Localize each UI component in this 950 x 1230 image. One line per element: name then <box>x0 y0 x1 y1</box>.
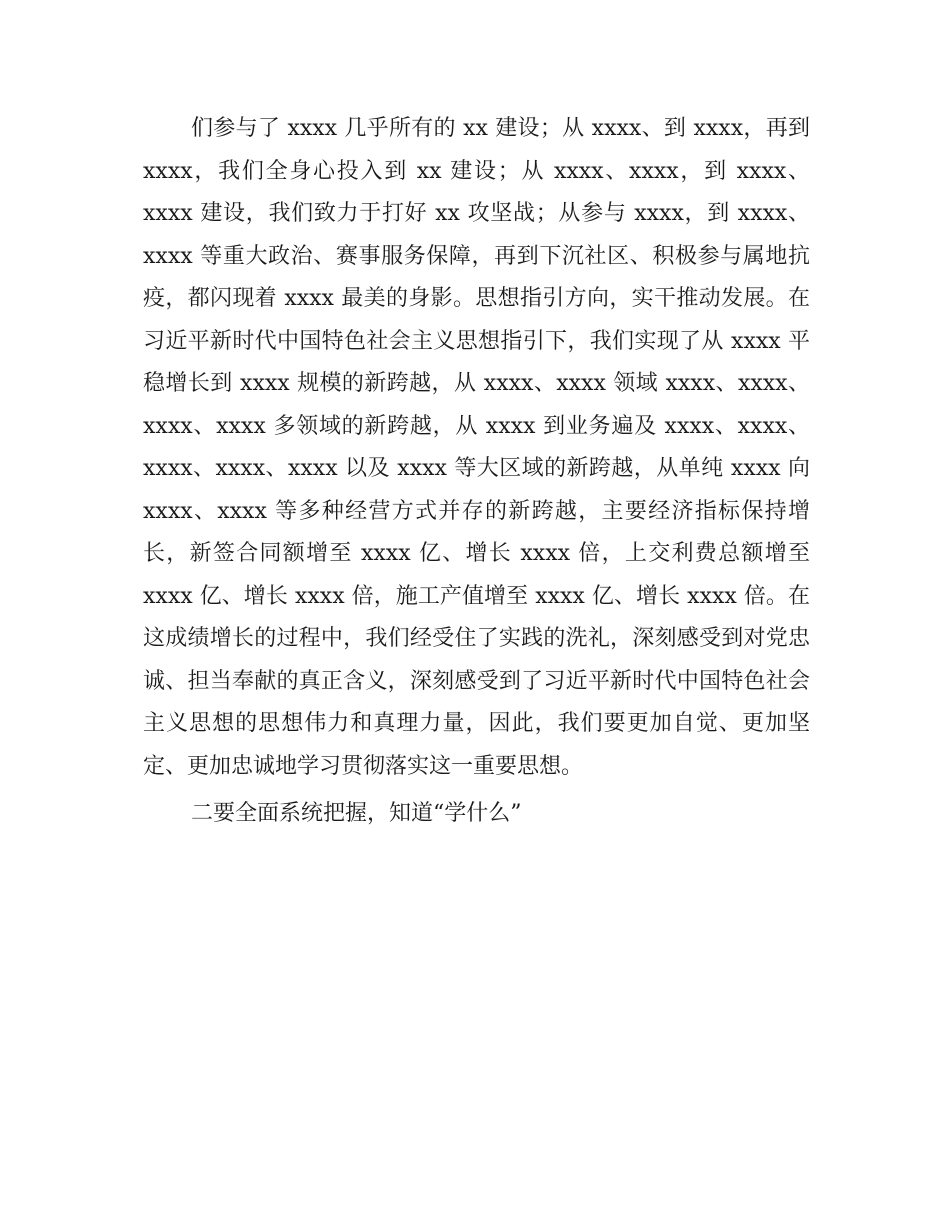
body-paragraph: 们参与了 xxxx 几乎所有的 xx 建设；从 xxxx、到 xxxx，再到 xxxx，我们全身心投入到 xx 建设；从 xxxx、xxxx，到 xxxx、xxxx 建设，我们致力于打好 xx 攻坚战；从参与 xxxx，到 xxxx、xxxx 等重大政治、赛事服务保障，再到下沉社区、积极参与属地抗疫，都闪现着 xxxx 最美的身影。思想指引方向，实干推动发展。在习近平新时代中国特色社会主义思想指引下，我们实现了从 xxxx 平稳增长到 xxxx 规模的新跨越，从 xxxx、xxxx 领域 xxxx、xxxx、xxxx、xxxx 多领域的新跨越，从 xxxx 到业务遍及 xxxx、xxxx、xxxx、xxxx、xxxx 以及 xxxx 等大区域的新跨越，从单纯 xxxx 向 xxxx、xxxx 等多种经营方式并存的新跨越，主要经济指标保持增长，新签合同额增至 xxxx 亿、增长 xxxx 倍，上交利费总额增至 xxxx 亿、增长 xxxx 倍，施工产值增至 xxxx 亿、增长 xxxx 倍。在这成绩增长的过程中，我们经受住了实践的洗礼，深刻感受到对党忠诚、担当奉献的真正含义，深刻感受到了习近平新时代中国特色社会主义思想的思想伟力和真理力量，因此，我们要更加自觉、更加坚定、更加忠诚地学习贯彻落实这一重要思想。 <box>143 116 810 779</box>
section-heading: 二要全面系统把握，知道“学什么” <box>191 801 522 826</box>
document-body <box>143 108 810 836</box>
